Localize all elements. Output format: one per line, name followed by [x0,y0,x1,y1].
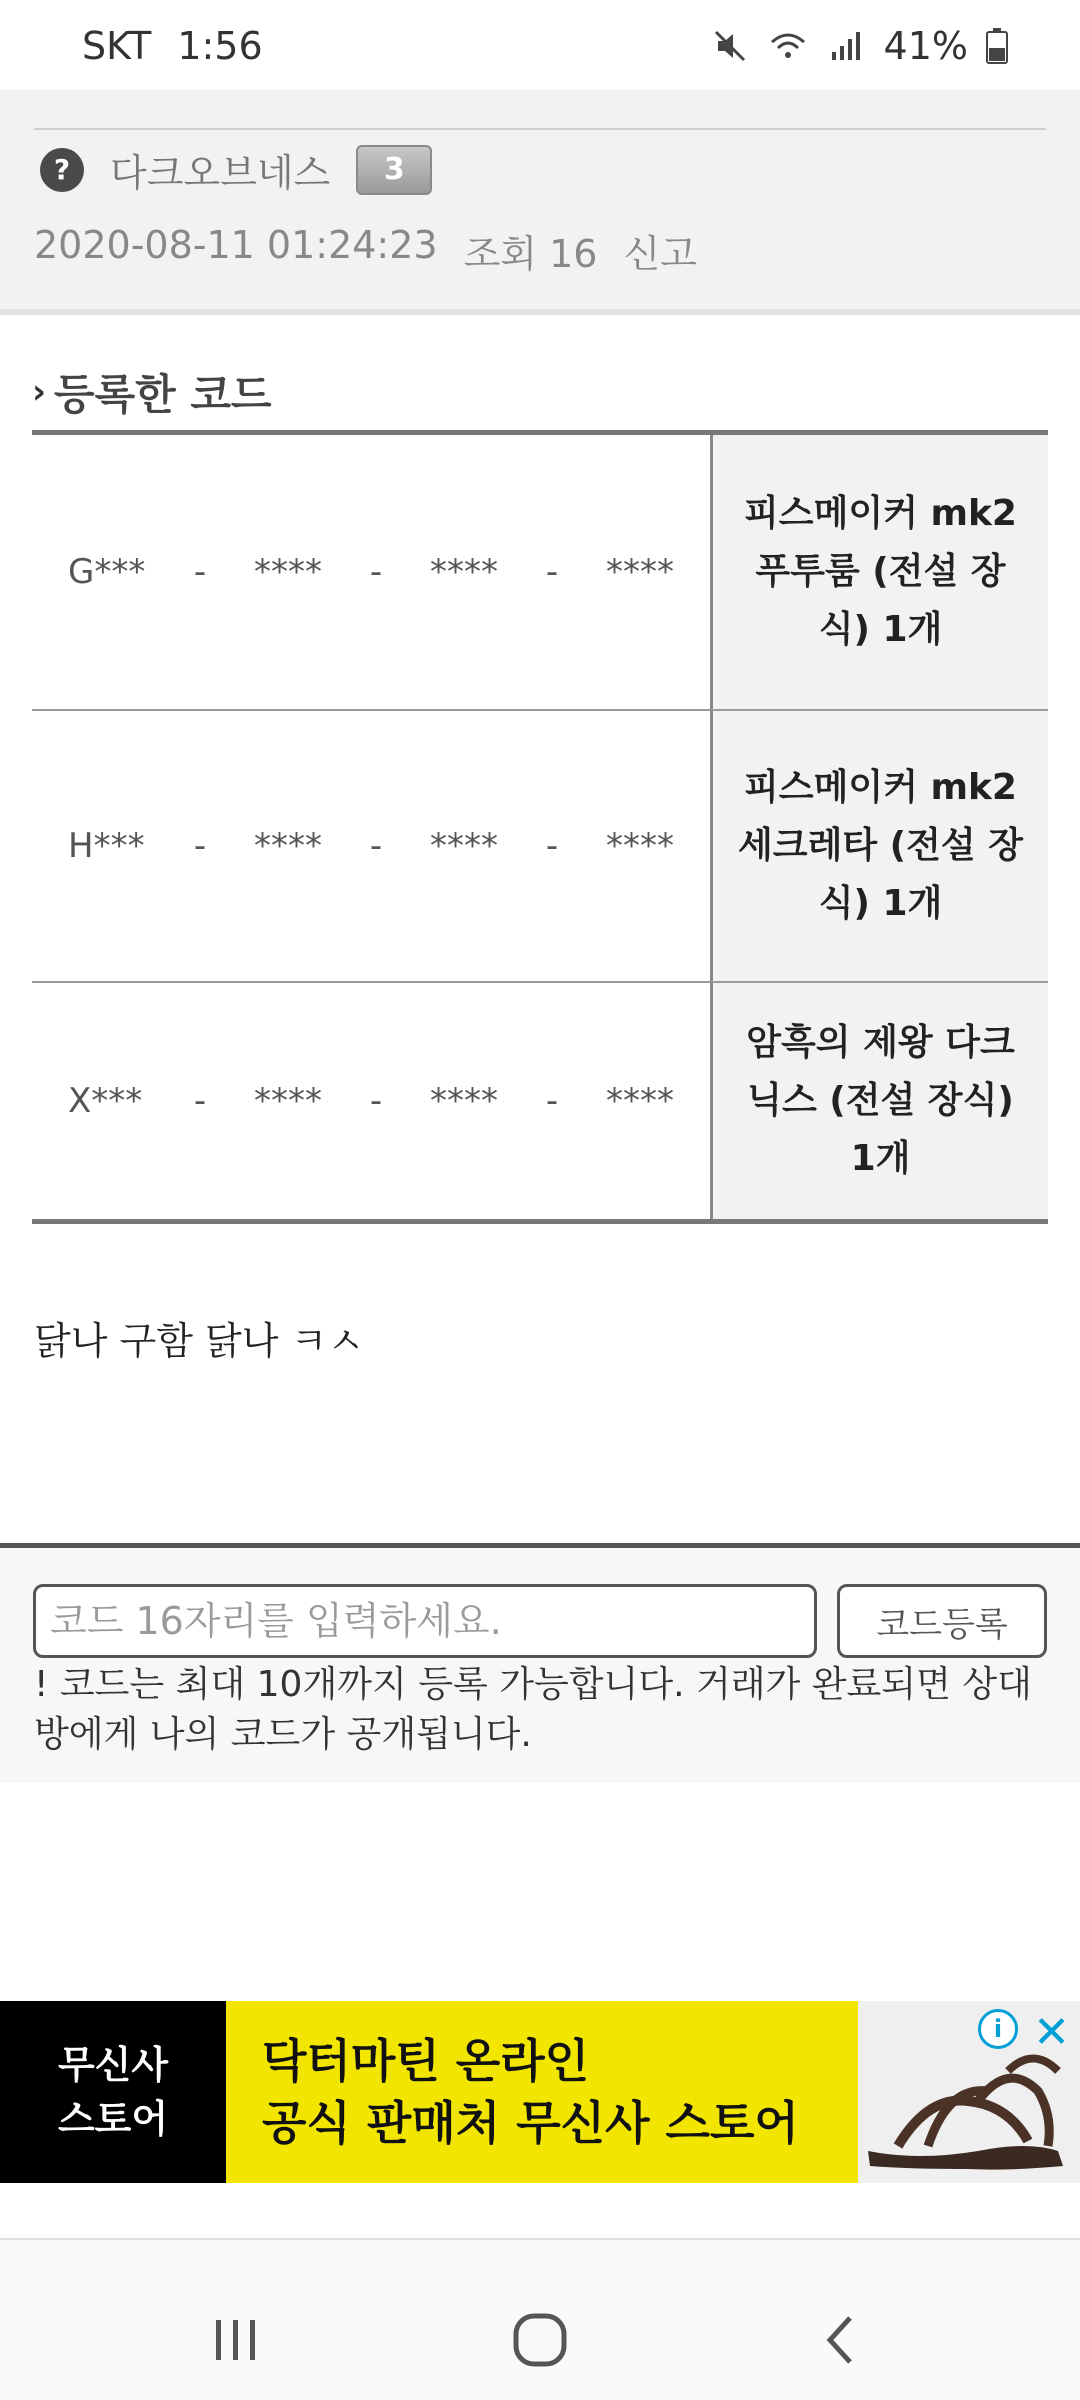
post-header [0,90,1080,315]
section-title-text: 등록한 코드 [54,370,272,419]
code-separator: - [369,826,383,866]
code-separator: - [193,1081,207,1121]
code-part: **** [606,552,674,592]
status-left [82,24,263,68]
code-cell [32,711,713,981]
code-part: **** [254,826,322,866]
status-right [710,24,1008,68]
level-badge: 3 [356,145,432,195]
clock: 1:56 [177,24,263,68]
question-icon: ? [40,148,84,192]
code-part: **** [606,1081,674,1121]
item-name: 암흑의 제왕 다크닉스 (전설 장식) 1개 [713,983,1048,1219]
ad-headline-line1: 닥터마틴 온라인 [262,2034,590,2088]
code-input[interactable] [33,1584,817,1658]
code-separator: - [545,826,559,866]
report-link[interactable]: 신고 [623,232,697,276]
carrier-label: SKT [82,24,152,68]
divider [34,128,1046,130]
signal-icon [826,26,866,66]
code-input-area [0,1543,1080,1783]
code-separator: - [369,1081,383,1121]
code-part: **** [606,826,674,866]
code-part: **** [254,552,322,592]
code-cell [32,983,713,1219]
ad-image[interactable] [858,2001,1080,2183]
code-part: **** [430,1081,498,1121]
author-row [40,142,432,197]
mute-icon [710,26,750,66]
code-separator: - [545,1081,559,1121]
ad-brand[interactable] [0,2001,226,2183]
recent-apps-icon[interactable] [196,2300,276,2380]
code-prefix: H*** [68,826,145,866]
battery-icon [986,28,1008,64]
ad-brand-line2: 스토어 [57,2097,169,2141]
post-body: 닭나 구함 닭나 ㅋㅅ [34,1319,364,1363]
code-part: **** [430,552,498,592]
table-row [32,435,1048,711]
code-separator: - [193,552,207,592]
code-prefix: G*** [68,552,146,592]
code-notice: ! 코드는 최대 10개까지 등록 가능합니다. 거래가 완료되면 상대방에게 나의 코드가 공개됩니다. [34,1664,1032,1755]
code-separator: - [193,826,207,866]
post-meta [34,223,697,278]
ad-headline[interactable] [226,2001,858,2183]
code-cell [32,435,713,709]
chevron-right-icon: › [32,372,47,412]
code-separator: - [545,552,559,592]
code-prefix: X*** [68,1081,143,1121]
codes-table [32,430,1048,1224]
post-date: 2020-08-11 01:24:23 [34,223,438,267]
ad-headline-line2: 공식 판매처 무신사 스토어 [262,2096,799,2150]
section-title [32,362,272,422]
item-name: 피스메이커 mk2 세크레타 (전설 장식) 1개 [713,711,1048,981]
info-icon[interactable]: i [978,2009,1018,2049]
home-icon[interactable] [500,2300,580,2380]
view-count: 조회 16 [463,232,598,276]
author-name[interactable]: 다크오브네스 [110,151,331,195]
back-icon[interactable] [802,2300,882,2380]
code-separator: - [369,552,383,592]
table-row [32,711,1048,983]
status-bar [0,0,1080,90]
table-row [32,983,1048,1219]
battery-percent: 41% [883,24,968,68]
ad-brand-line1: 무신사 [57,2043,169,2087]
wifi-icon [768,26,808,66]
navigation-bar [0,2238,1080,2400]
close-icon[interactable]: ✕ [1033,2007,1070,2058]
ad-banner[interactable] [0,2001,1080,2183]
item-name: 피스메이커 mk2 푸투룸 (전설 장식) 1개 [713,435,1048,709]
code-part: **** [254,1081,322,1121]
register-code-button[interactable]: 코드등록 [837,1584,1047,1658]
code-part: **** [430,826,498,866]
